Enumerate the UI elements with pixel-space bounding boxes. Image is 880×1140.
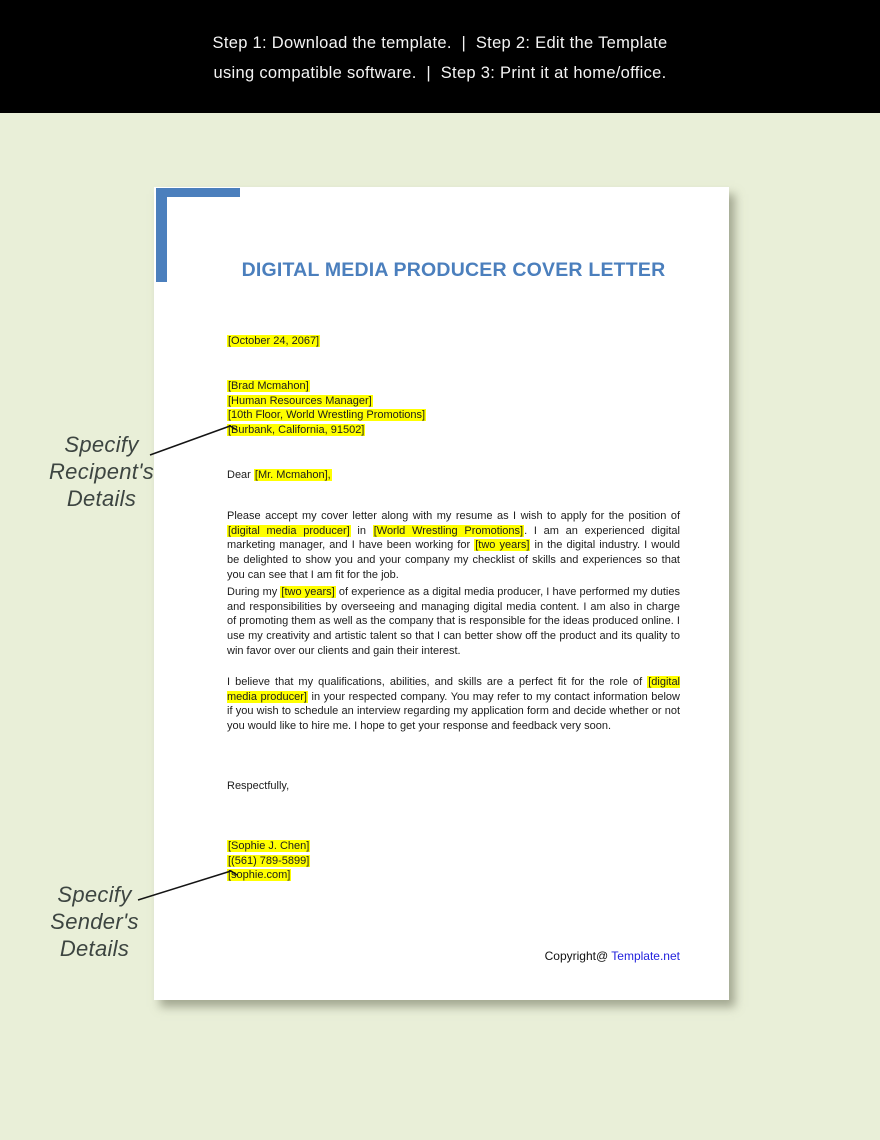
salutation-line: Dear [Mr. Mcmahon], xyxy=(227,469,331,481)
instruction-line-1: Step 1: Download the template. | Step 2: Edit the Template xyxy=(212,34,668,52)
annotation-sender-details xyxy=(2,881,187,962)
annotation-line: Specify xyxy=(64,432,139,457)
address-line: [sophie.com] xyxy=(228,869,291,882)
instruction-line-2: using compatible software. | Step 3: Print it at home/office. xyxy=(213,64,667,82)
address-line: [(561) 789-5899] xyxy=(228,854,310,867)
annotation-line: Details xyxy=(59,936,130,961)
paragraph-closing-pitch: I believe that my qualifications, abilities, and skills are a perfect fit for the role of [digital media producer] in your respected company. You may refer to my contact information below if you wish to schedule an interview regarding my application form and decide whether or not you would like to hire me. I hope to get your response and feedback very soon. xyxy=(227,676,680,733)
date-highlight: [October 24, 2067] xyxy=(228,335,320,347)
letter-page xyxy=(154,187,729,1000)
template-net-link[interactable]: Template.net xyxy=(611,949,680,963)
sender-contact-block xyxy=(227,839,310,883)
annotation-line: Sender's xyxy=(50,909,139,934)
address-line: [Brad Mcmahon] xyxy=(228,380,309,392)
address-line: [Burbank, California, 91502] xyxy=(228,424,365,437)
annotation-recipient-details xyxy=(9,431,194,512)
recipient-address-block xyxy=(227,379,426,438)
annotation-line: Details xyxy=(66,486,137,511)
instruction-bar xyxy=(0,0,880,113)
paragraph-intro: Please accept my cover letter along with my resume as I wish to apply for the position of [digital media producer] in [World Wrestling Promotions]. I am an experienced digital marketing manager, and I have been working for [two years] in the digital industry. I would be delighted to show you and your company my checklist of skills and experiences so that you can see that I am fit for the job. xyxy=(227,510,680,581)
address-line: [Sophie J. Chen] xyxy=(228,840,310,852)
paragraph-experience: During my [two years] of experience as a digital media producer, I have performed my duties and responsibilities by overseeing and managing digital media content. I am also in charge of promoting them as well as the company that is responsible for the ideas produced online. I use my creativity and artistic talent so that I can better show off the product and its quality to win favor over our clients and gain their interest. xyxy=(227,586,680,657)
annotation-line: Recipent's xyxy=(48,459,155,484)
closing-salutation: Respectfully, xyxy=(227,780,290,792)
annotation-line: Specify xyxy=(57,882,132,907)
address-line: [10th Floor, World Wrestling Promotions] xyxy=(228,409,426,422)
copyright-line xyxy=(545,949,680,963)
letter-title: DIGITAL MEDIA PRODUCER COVER LETTER xyxy=(241,259,666,281)
letter-date xyxy=(227,334,320,349)
address-line: [Human Resources Manager] xyxy=(228,394,372,407)
copyright-text: Copyright@ xyxy=(544,949,612,963)
